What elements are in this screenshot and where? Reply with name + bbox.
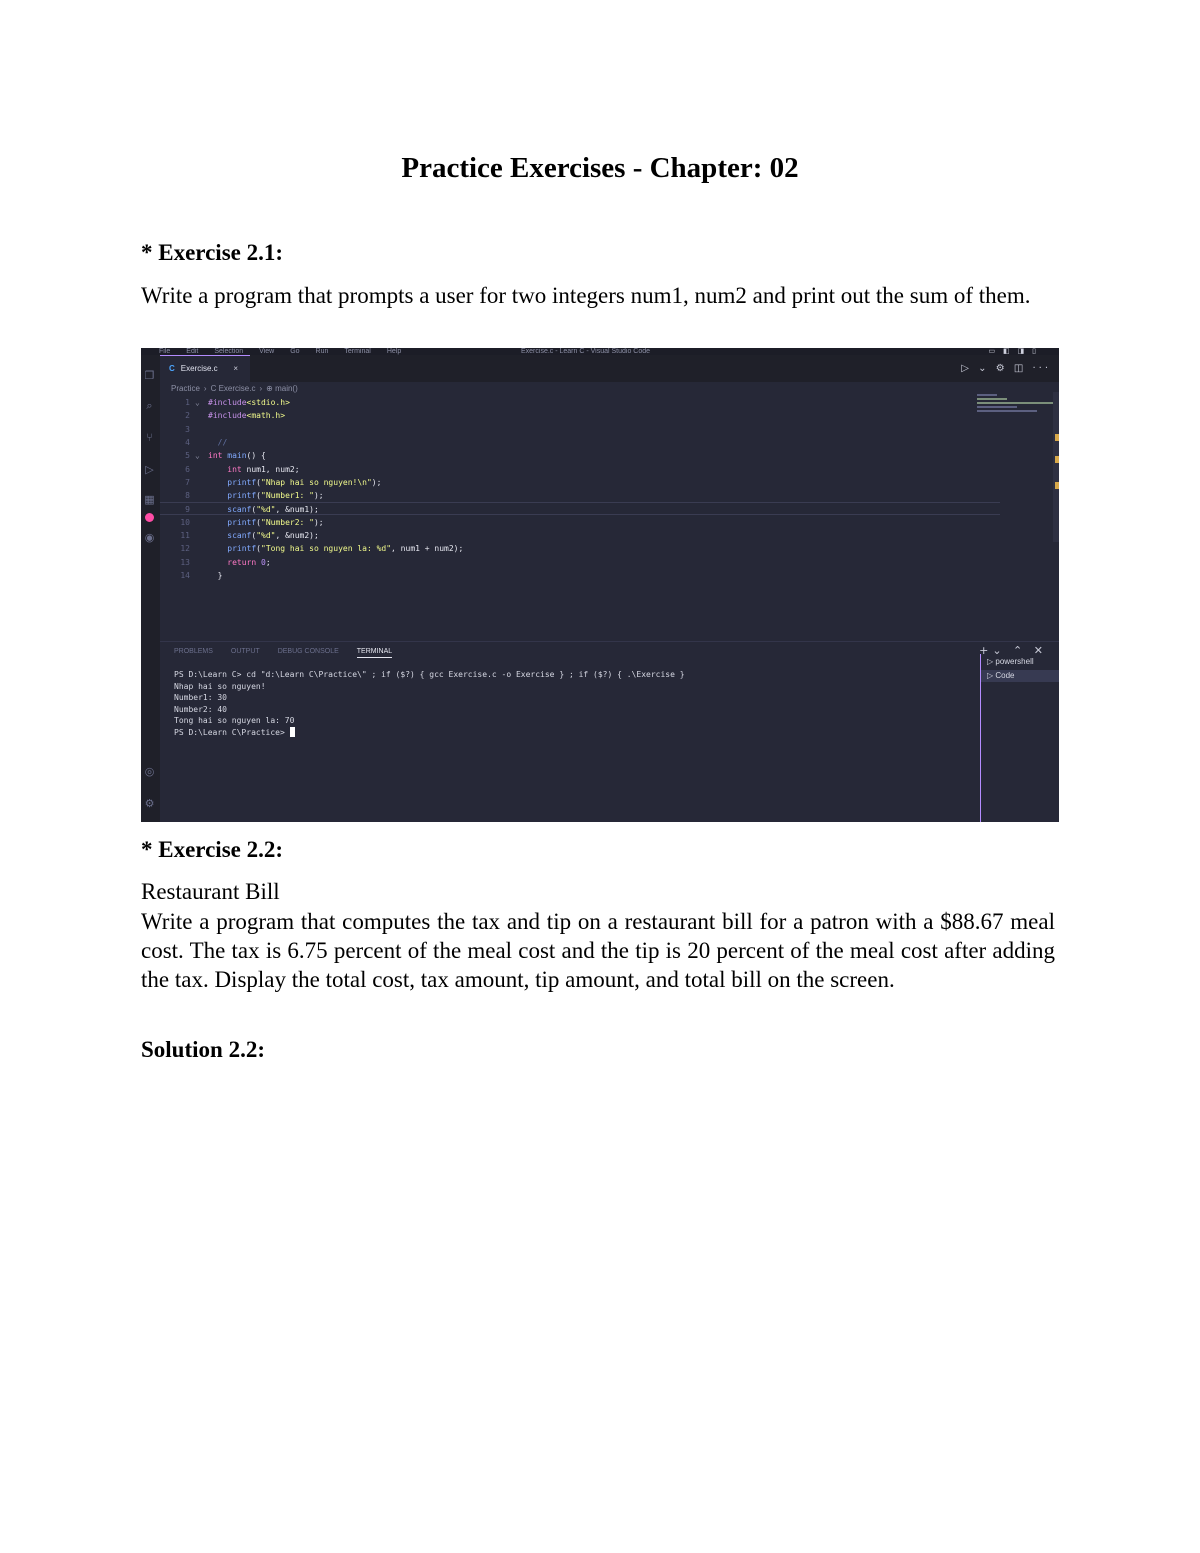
menu-item-selection[interactable]: Selection — [214, 348, 244, 355]
code-text: #include<math.h> — [208, 411, 286, 421]
line-number: 2 — [185, 411, 190, 421]
terminal-output[interactable] — [174, 669, 974, 739]
settings-gear-icon[interactable]: ⚙ — [144, 797, 155, 810]
code-line[interactable] — [160, 436, 1000, 449]
editor-actions[interactable]: ▷ ⌄ ⚙ ◫ ··· — [961, 363, 1051, 374]
vscode-screenshot — [141, 348, 1059, 822]
code-line[interactable] — [160, 516, 1000, 529]
line-number: 3 — [185, 424, 190, 434]
line-number: 1 — [185, 398, 190, 407]
line-number: 12 — [180, 544, 190, 554]
vscode-titlebar — [141, 348, 1059, 355]
account-icon[interactable]: ◎ — [144, 765, 155, 778]
code-text: #include<stdio.h> — [208, 398, 290, 407]
activity-bar — [141, 355, 160, 822]
terminal-cursor — [290, 727, 295, 737]
scroll-marker — [1055, 456, 1059, 463]
terminal-line: Number1: 30 — [174, 693, 227, 703]
exercise-2-2-subtitle: Restaurant Bill — [141, 879, 280, 904]
code-line[interactable] — [160, 489, 1000, 502]
fold-chevron-icon[interactable]: ⌄ — [195, 398, 200, 407]
panel-actions[interactable]: +⌄ ⌃ ✕ — [979, 644, 1047, 657]
minimap[interactable] — [977, 394, 1053, 418]
code-text: scanf("%d", &num2); — [208, 531, 319, 540]
terminal-line: Nhap hai so nguyen! — [174, 681, 266, 691]
menu-item-edit[interactable]: Edit — [186, 348, 199, 355]
code-line[interactable] — [160, 529, 1000, 542]
code-line[interactable] — [160, 423, 1000, 436]
code-text: printf("Nhap hai so nguyen!\n"); — [208, 477, 382, 487]
menu-item-help[interactable]: Help — [386, 348, 402, 355]
code-line[interactable] — [160, 409, 1000, 422]
code-line[interactable] — [160, 542, 1000, 555]
solution-2-2-heading: Solution 2.2: — [141, 1037, 265, 1062]
code-line[interactable] — [160, 502, 1000, 515]
editor-tab-bar — [160, 355, 1059, 382]
code-line[interactable] — [160, 476, 1000, 489]
panel-tab-debug-console[interactable]: DEBUG CONSOLE — [277, 648, 339, 655]
breadcrumb-item[interactable]: C Exercise.c — [210, 384, 256, 393]
code-text: printf("Number1: "); — [208, 491, 324, 501]
terminal-line: Tong hai so nguyen la: 70 — [174, 716, 295, 726]
window-controls[interactable]: ▭ ◧ ◨ ▯ — [988, 348, 1039, 355]
bottom-panel — [160, 641, 1059, 822]
tab-label: Exercise.c — [180, 364, 218, 373]
menu-item-view[interactable]: View — [259, 348, 275, 355]
line-number: 13 — [180, 557, 190, 567]
code-text: return 0; — [208, 557, 271, 567]
editor-scrollbar[interactable] — [1053, 392, 1059, 542]
panel-tabs[interactable] — [174, 648, 410, 655]
exercise-2-2-heading: * Exercise 2.2: — [141, 837, 284, 862]
panel-tab-terminal[interactable]: TERMINAL — [357, 648, 392, 658]
line-number: 8 — [185, 491, 190, 501]
code-line[interactable] — [160, 556, 1000, 569]
window-title: Exercise.c - Learn C - Visual Studio Code — [521, 348, 651, 355]
close-tab-icon[interactable]: × — [233, 364, 238, 373]
code-text: // — [208, 437, 228, 447]
scroll-marker — [1055, 434, 1059, 441]
menu-item-terminal[interactable]: Terminal — [344, 348, 371, 355]
source-control-icon[interactable]: ⑂ — [146, 431, 153, 444]
terminal-line: PS D:\Learn C\Practice> — [174, 727, 974, 739]
tab-exercise-c[interactable] — [160, 355, 250, 382]
line-number: 10 — [180, 517, 190, 527]
line-number: 6 — [185, 464, 190, 474]
line-number: 7 — [185, 477, 190, 487]
terminal-item-powershell[interactable]: ▷ powershell — [987, 657, 1034, 666]
scroll-marker — [1055, 482, 1059, 489]
exercise-2-1-heading: * Exercise 2.1: — [141, 240, 284, 265]
breakpoint-icon — [145, 513, 154, 522]
breadcrumb[interactable] — [171, 384, 298, 393]
breadcrumb-item[interactable]: Practice — [171, 384, 200, 393]
fold-chevron-icon[interactable]: ⌄ — [195, 451, 200, 461]
breadcrumb-item[interactable]: ⊕ main() — [266, 384, 298, 393]
menu-item-go[interactable]: Go — [290, 348, 300, 355]
terminal-line: Number2: 40 — [174, 704, 227, 714]
line-number: 9 — [185, 505, 190, 515]
menu-item-file[interactable]: File — [159, 348, 171, 355]
breadcrumb-separator: › — [259, 384, 263, 393]
menu-bar — [159, 348, 417, 355]
breadcrumb-separator: › — [203, 384, 207, 393]
code-line[interactable] — [160, 396, 1000, 409]
menu-item-run[interactable]: Run — [315, 348, 329, 355]
line-number: 5 — [185, 451, 190, 461]
code-text: scanf("%d", &num1); — [208, 505, 319, 515]
extensions-icon[interactable]: ▦ — [144, 493, 155, 506]
exercise-2-1-prompt: Write a program that prompts a user for two integers num1, num2 and print out the sum of them. — [141, 283, 1031, 308]
code-text: printf("Tong hai so nguyen la: %d", num1 + num2); — [208, 544, 464, 554]
code-editor[interactable] — [160, 396, 1020, 586]
terminal-line: PS D:\Learn C> cd "d:\Learn C\Practice\" ; if ($?) { gcc Exercise.c -o Exercise } ; if ($?) { .\Exercise } — [174, 670, 685, 679]
line-number: 4 — [185, 437, 190, 447]
exercise-2-2-prompt: Write a program that computes the tax and tip on a restaurant bill for a patron with a $88.67 meal cost. The tax is 6.75 percent of the meal cost and the tip is 20 percent of the meal cost after adding the tax. Display the total cost, tax amount, tip amount, and total bill on the screen. — [141, 909, 1055, 992]
c-file-icon: C — [169, 364, 175, 373]
run-debug-icon[interactable]: ▷ — [145, 463, 154, 476]
line-number: 14 — [180, 570, 190, 580]
explorer-icon[interactable]: ❐ — [144, 369, 155, 382]
code-line[interactable] — [160, 449, 1000, 462]
terminal-item-code[interactable]: ▷ Code — [981, 670, 1059, 682]
terminal-list — [980, 654, 1059, 822]
code-text: } — [208, 570, 223, 580]
code-line[interactable] — [160, 463, 1000, 476]
page-title: Practice Exercises - Chapter: 02 — [401, 152, 799, 184]
code-text: int main() { — [208, 451, 266, 461]
code-line[interactable] — [160, 569, 1000, 582]
code-text: printf("Number2: "); — [208, 517, 324, 527]
line-number: 11 — [180, 531, 190, 540]
search-icon[interactable]: ⌕ — [146, 399, 153, 412]
code-text: int num1, num2; — [208, 464, 300, 474]
panel-tab-problems[interactable]: PROBLEMS — [174, 648, 213, 655]
remote-icon[interactable]: ◉ — [144, 531, 155, 544]
panel-tab-output[interactable]: OUTPUT — [230, 648, 260, 655]
